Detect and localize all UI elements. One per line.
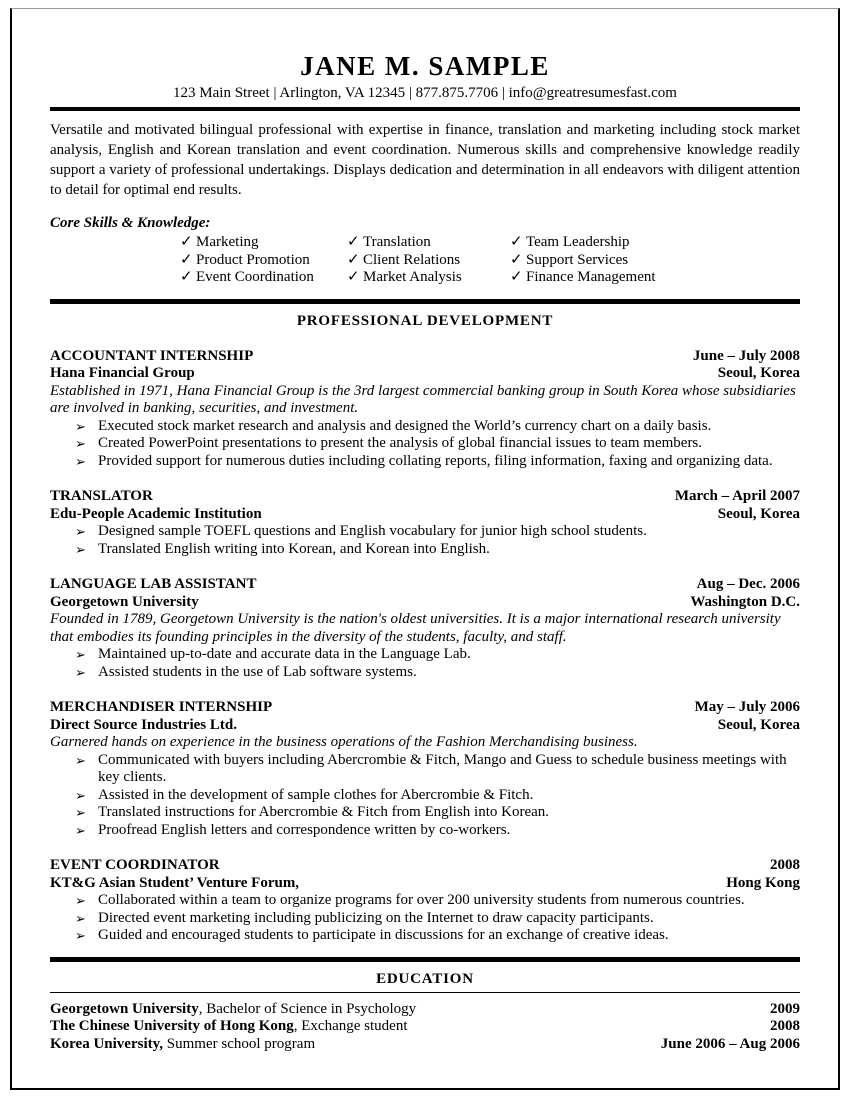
- education-detail: , Bachelor of Science in Psychology: [198, 1000, 417, 1017]
- job-location: Seoul, Korea: [717, 365, 800, 381]
- education-detail: , Exchange student: [293, 1018, 408, 1034]
- education-rule: [50, 992, 800, 993]
- arrow-bullet-icon: ➢: [75, 647, 86, 662]
- skill-label: Marketing: [196, 234, 259, 250]
- bullet-item: [50, 892, 800, 910]
- job-title: LANGUAGE LAB ASSISTANT: [50, 576, 257, 592]
- education-detail: Summer school program: [163, 1035, 316, 1052]
- skill-item: [180, 252, 347, 270]
- arrow-bullet-icon: ➢: [75, 453, 86, 469]
- arrow-bullet-icon: ➢: [75, 524, 86, 539]
- education-left: [50, 1018, 407, 1036]
- arrow-bullet-icon: ➢: [75, 541, 86, 557]
- bullet-item: [50, 646, 800, 664]
- header-double-rule: [50, 107, 800, 111]
- job-company: Hana Financial Group: [50, 365, 195, 381]
- bullet-item: [50, 418, 800, 436]
- arrow-bullet-icon: ➢: [75, 418, 86, 434]
- job-title: ACCOUNTANT INTERNSHIP: [50, 347, 254, 364]
- bullet-item: [50, 453, 800, 471]
- job-title: TRANSLATOR: [50, 488, 153, 504]
- job-entry: [50, 857, 800, 945]
- education-dates: 2009: [770, 1000, 800, 1017]
- arrow-bullet-icon: ➢: [75, 752, 86, 768]
- check-icon: ✓: [180, 269, 193, 285]
- skill-label: Finance Management: [526, 269, 656, 285]
- skill-label: Product Promotion: [196, 251, 310, 268]
- bullet-item: [50, 523, 800, 541]
- check-icon: ✓: [180, 234, 193, 250]
- arrow-bullet-icon: ➢: [75, 893, 86, 908]
- bullet-text: Translated English writing into Korean, and Korean into English.: [98, 540, 490, 557]
- skill-item: [510, 234, 656, 252]
- bullet-text: Created PowerPoint presentations to present the analysis of global financial issues to team members.: [98, 435, 703, 451]
- arrow-bullet-icon: ➢: [75, 805, 86, 820]
- job-dates: May – July 2006: [694, 699, 800, 715]
- job-dates: March – April 2007: [674, 488, 800, 504]
- job-dates: Aug – Dec. 2006: [696, 576, 800, 592]
- job-title: EVENT COORDINATOR: [50, 857, 220, 873]
- professional-development-heading: PROFESSIONAL DEVELOPMENT: [296, 312, 554, 329]
- skill-item: [510, 252, 656, 270]
- arrow-bullet-icon: ➢: [75, 787, 86, 803]
- bullet-item: [50, 804, 800, 822]
- arrow-bullet-icon: ➢: [75, 436, 86, 451]
- education-left: [50, 1001, 416, 1019]
- skill-label: Translation: [363, 234, 431, 250]
- school-name: The Chinese University of Hong Kong: [50, 1018, 294, 1034]
- bullet-item: [50, 435, 800, 453]
- education-heading: EDUCATION: [376, 970, 474, 987]
- job-company: Direct Source Industries Ltd.: [50, 716, 237, 733]
- section-divider-bar: [50, 957, 800, 962]
- school-name: Korea University,: [50, 1035, 164, 1052]
- skill-label: Support Services: [526, 251, 629, 268]
- school-name: Georgetown University: [50, 1000, 199, 1017]
- education-entry: [50, 1001, 800, 1019]
- bullet-item: [50, 927, 800, 945]
- bullet-item: [50, 822, 800, 840]
- check-icon: ✓: [347, 251, 360, 268]
- check-icon: ✓: [510, 234, 523, 250]
- job-location: Seoul, Korea: [717, 716, 800, 733]
- bullet-text: Designed sample TOEFL questions and English vocabulary for junior high school students.: [98, 523, 647, 539]
- skill-item: [347, 234, 510, 252]
- bullet-text: Proofread English letters and correspondence written by co-workers.: [98, 821, 511, 838]
- bullet-text: Directed event marketing including publicizing on the Internet to draw capacity participants.: [98, 909, 654, 926]
- bullet-item: [50, 664, 800, 682]
- job-entry: [50, 699, 800, 839]
- job-location: Seoul, Korea: [717, 505, 800, 522]
- job-location: Washington D.C.: [690, 593, 800, 610]
- bullet-text: Assisted students in the use of Lab software systems.: [98, 663, 417, 680]
- skill-item: [347, 252, 510, 270]
- education-entry: [50, 1036, 800, 1054]
- skills-column: [180, 234, 347, 287]
- education-dates: 2008: [770, 1018, 800, 1034]
- job-company: Edu-People Academic Institution: [50, 505, 262, 522]
- page-title: JANE M. SAMPLE: [300, 51, 550, 81]
- job-description: Established in 1971, Hana Financial Group is the 3rd largest commercial banking group in South Korea whose subsidiaries are involved in banking, securities, and investment.: [50, 382, 796, 416]
- bullet-text: Collaborated within a team to organize programs for over 200 university students from numerous countries.: [98, 892, 745, 908]
- education-list: [50, 1001, 800, 1054]
- job-description: Garnered hands on experience in the business operations of the Fashion Merchandising business.: [50, 734, 638, 750]
- job-dates: 2008: [770, 857, 800, 873]
- skills-grid: [50, 234, 800, 287]
- skill-label: Market Analysis: [363, 269, 462, 285]
- check-icon: ✓: [510, 251, 523, 268]
- bullet-item: [50, 910, 800, 928]
- check-icon: ✓: [180, 251, 193, 268]
- bullet-text: Assisted in the development of sample clothes for Abercrombie & Fitch.: [98, 786, 534, 803]
- bullet-item: [50, 752, 800, 787]
- summary-paragraph: Versatile and motivated bilingual professional with expertise in finance, translation and marketing including stock market analysis, English and Korean translation and event coordination. Numerous skills and comprehensive knowledge readily support a variety of professional undertakings. Displays dedication and determination in all endeavors with diligent attention to detail for optimal end results.: [50, 122, 800, 198]
- bullet-item: [50, 541, 800, 559]
- bullet-text: Translated instructions for Abercrombie & Fitch from English into Korean.: [98, 804, 550, 820]
- education-dates: June 2006 – Aug 2006: [660, 1035, 800, 1052]
- section-divider-bar: [50, 299, 800, 304]
- bullet-item: [50, 787, 800, 805]
- bullet-text: Executed stock market research and analysis and designed the World’s currency chart on a daily basis.: [98, 417, 712, 434]
- skills-heading: Core Skills & Knowledge:: [50, 215, 211, 231]
- skill-item: [180, 234, 347, 252]
- skill-item: [347, 269, 510, 287]
- job-description: Founded in 1789, Georgetown University is the nation's oldest universities. It is a major international research university that embodies its founding principles in the diversity of the students, faculty, and staff.: [50, 611, 781, 645]
- job-entry: [50, 576, 800, 681]
- resume-page: [10, 8, 840, 1090]
- job-company: Georgetown University: [50, 593, 199, 610]
- arrow-bullet-icon: ➢: [75, 822, 86, 838]
- contact-line: 123 Main Street | Arlington, VA 12345 | 877.875.7706 | info@greatresumesfast.com: [173, 85, 677, 101]
- skill-label: Client Relations: [363, 251, 461, 268]
- job-dates: June – July 2008: [692, 347, 800, 364]
- check-icon: ✓: [510, 269, 523, 285]
- job-location: Hong Kong: [726, 874, 800, 891]
- job-entry: [50, 348, 800, 471]
- skills-column: [347, 234, 510, 287]
- arrow-bullet-icon: ➢: [75, 910, 86, 926]
- check-icon: ✓: [347, 234, 360, 250]
- skill-label: Team Leadership: [526, 234, 630, 250]
- skills-column: [510, 234, 656, 287]
- bullet-text: Provided support for numerous duties including collating reports, filing information, faxing and organizing data.: [98, 452, 773, 469]
- bullet-text: Guided and encouraged students to participate in discussions for an exchange of creative ideas.: [98, 927, 669, 943]
- education-left: [50, 1036, 315, 1054]
- skill-item: [180, 269, 347, 287]
- arrow-bullet-icon: ➢: [75, 928, 86, 943]
- skill-label: Event Coordination: [196, 269, 314, 285]
- job-title: MERCHANDISER INTERNSHIP: [50, 699, 273, 715]
- bullet-text: Maintained up-to-date and accurate data in the Language Lab.: [98, 646, 471, 662]
- education-entry: [50, 1018, 800, 1036]
- arrow-bullet-icon: ➢: [75, 664, 86, 680]
- job-entry: [50, 488, 800, 558]
- skill-item: [510, 269, 656, 287]
- job-company: KT&G Asian Student’ Venture Forum,: [50, 874, 300, 891]
- check-icon: ✓: [347, 269, 360, 285]
- bullet-text: Communicated with buyers including Abercrombie & Fitch, Mango and Guess to schedule business meetings with key clients.: [98, 751, 787, 785]
